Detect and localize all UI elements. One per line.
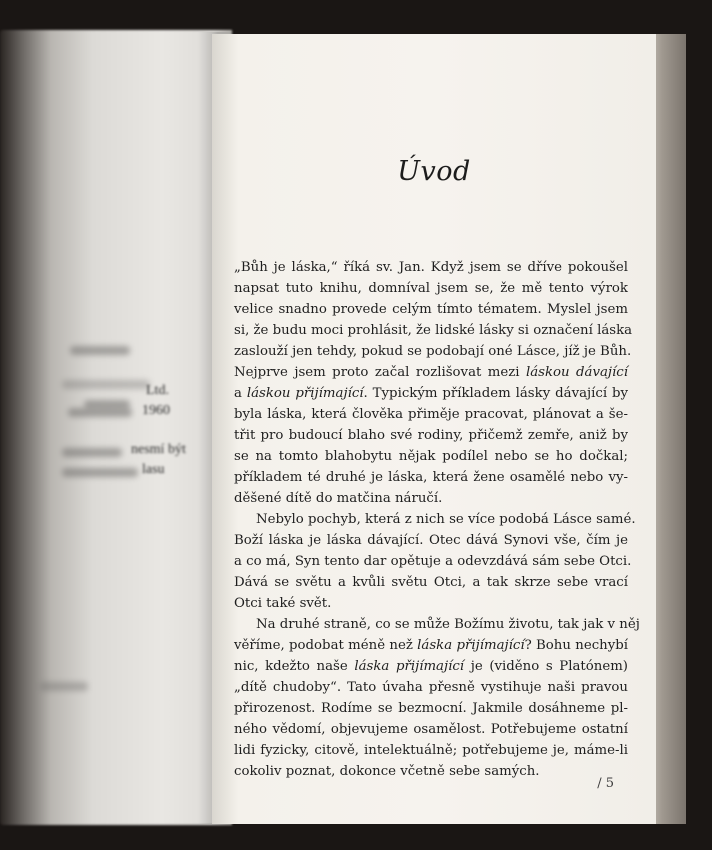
text-segment: Nejprve jsem proto začal rozlišovat mezi xyxy=(234,365,526,380)
text-line: Otci také svět. xyxy=(234,596,332,611)
emphasis: láskou dávající xyxy=(525,365,628,380)
left-page-fragment: 1960 xyxy=(142,403,170,418)
text-line: lidi fyzicky, citově, intelektuálně; potřebujeme je, máme-li xyxy=(234,743,628,758)
blurred-text xyxy=(62,380,150,389)
text-line: děšené dítě do matčina náručí. xyxy=(234,491,443,506)
text-line: Dává se světu a kvůli světu Otci, a tak skrze sebe vrací xyxy=(234,575,628,590)
text-line xyxy=(234,362,628,383)
emphasis: láskou přijímající xyxy=(246,386,364,401)
text-segment: je (viděno s Platónem) xyxy=(464,659,628,674)
chapter-title: Úvod xyxy=(397,156,471,187)
text-line: třit pro budoucí blaho své rodiny, přičemž zemře, aniž by xyxy=(234,428,628,443)
left-page-fragment: nesmí být xyxy=(131,442,186,457)
text-line xyxy=(234,656,628,677)
text-line: ného vědomí, objevujeme osamělost. Potřebujeme ostatní xyxy=(234,722,628,737)
text-line: „Bůh je láska,“ říká sv. Jan. Když jsem se dříve pokoušel xyxy=(234,260,628,275)
text-line: zaslouží jen tehdy, pokud se podobají oné Lásce, jíž je Bůh. xyxy=(234,344,632,359)
blurred-text xyxy=(40,682,88,691)
text-line: napsat tuto knihu, domníval jsem se, že mě tento výrok xyxy=(234,281,628,296)
text-line: Nebylo pochyb, která z nich se více podobá Lásce samé. xyxy=(256,512,636,527)
emphasis: láska přijímající xyxy=(417,638,525,653)
emphasis: láska přijímající xyxy=(354,659,465,674)
left-page-fragment: lasu xyxy=(142,462,165,477)
text-line: příkladem té druhé je láska, která žene osamělé nebo vy- xyxy=(234,470,628,485)
text-segment: a xyxy=(234,386,247,401)
text-segment: ? Bohu nechybí xyxy=(524,638,628,653)
text-segment: věříme, podobat méně než xyxy=(234,638,418,653)
text-line: Boží láska je láska dávající. Otec dává Synovi vše, čím je xyxy=(234,533,628,548)
blurred-text xyxy=(68,408,132,417)
text-segment: . Typickým příkladem lásky dávající by xyxy=(363,386,629,401)
text-line xyxy=(234,635,628,656)
text-line: byla láska, která člověka přiměje pracovat, plánovat a še- xyxy=(234,407,628,422)
blurred-text xyxy=(62,468,138,477)
text-line xyxy=(234,383,628,404)
text-line: přirozenost. Rodíme se bezmocní. Jakmile dosáhneme pl- xyxy=(234,701,628,716)
text-line: cokoliv poznat, dokonce včetně sebe samých. xyxy=(234,764,540,779)
blurred-text xyxy=(70,346,130,355)
text-line: „dítě chudoby“. Tato úvaha přesně vystihuje naši pravou xyxy=(234,680,628,695)
blurred-text xyxy=(62,448,122,457)
text-line: Na druhé straně, co se může Božímu životu, tak jak v něj xyxy=(256,617,640,632)
left-page-fragment: Ltd. xyxy=(146,383,169,398)
text-segment: nic, kdežto naše xyxy=(234,659,355,674)
text-line: a co má, Syn tento dar opětuje a odevzdává sám sebe Otci. xyxy=(234,554,632,569)
text-line: si, že budu moci prohlásit, že lidské lásky si označení láska xyxy=(234,323,633,338)
text-line: velice snadno provede celým tímto tématem. Myslel jsem xyxy=(234,302,628,317)
page-number: / 5 xyxy=(597,776,614,791)
right-page xyxy=(212,34,656,824)
body-text xyxy=(234,257,640,782)
text-line: se na tomto blahobytu nějak podílel nebo se ho dočkal; xyxy=(234,449,628,464)
